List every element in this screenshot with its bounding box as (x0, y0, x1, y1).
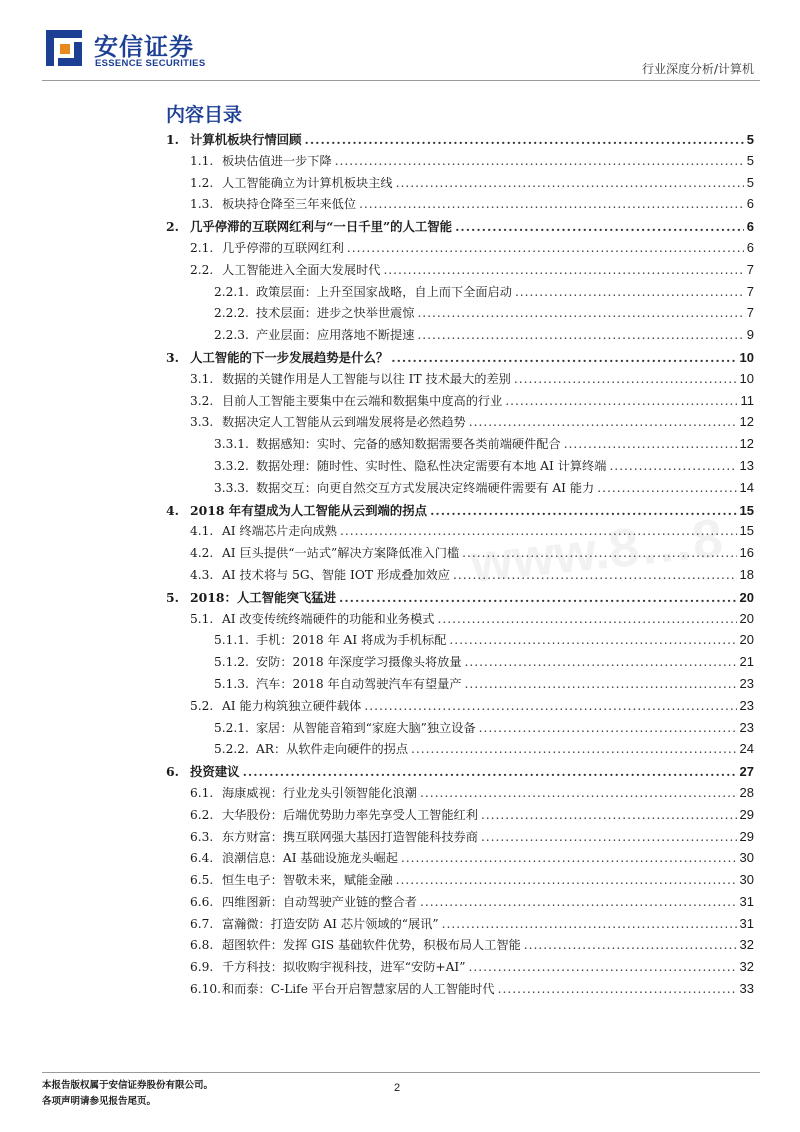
toc-entry-label: 数据的关键作用是人工智能与以往 IT 技术最大的差别 (222, 371, 511, 386)
footer-divider (42, 1072, 760, 1073)
toc-entry[interactable] (166, 239, 754, 261)
toc-entry-page: 15 (739, 523, 754, 539)
footer-notice (42, 1078, 213, 1110)
toc-leader-dots (305, 132, 744, 147)
toc-entry-page: 20 (739, 610, 754, 626)
toc-entry[interactable] (166, 740, 754, 762)
toc-entry-page: 7 (746, 305, 754, 321)
toc-leader-dots (420, 895, 737, 909)
toc-entry-page: 18 (739, 566, 754, 582)
toc-entry-label: 安防：2018 年深度学习摄像头将放量 (256, 655, 462, 670)
toc-leader-dots (401, 851, 737, 865)
toc-leader-dots (420, 786, 737, 800)
toc-entry-label: 数据交互：向更自然交互方式发展决定终端硬件需要有 AI 能力 (256, 480, 595, 495)
toc-entry[interactable] (166, 348, 754, 370)
toc-entry-label: 投资建议 (190, 764, 240, 780)
toc-leader-dots (505, 394, 737, 408)
toc-entry[interactable] (166, 936, 754, 958)
toc-leader-dots (515, 285, 744, 299)
toc-entry[interactable] (166, 762, 754, 784)
toc-entry-number: 5.2. (190, 698, 214, 713)
toc-entry[interactable] (166, 217, 754, 239)
toc-entry-number: 5.2.2. (214, 742, 249, 757)
toc-leader-dots (514, 372, 737, 386)
toc-entry-page: 21 (739, 654, 754, 670)
toc-entry-page: 24 (739, 741, 754, 757)
toc-entry-page: 16 (739, 545, 754, 561)
toc-leader-dots (438, 612, 737, 626)
toc-entry-number: 4. (166, 502, 179, 518)
toc-leader-dots (335, 154, 744, 168)
toc-leader-dots (481, 830, 737, 844)
toc-leader-dots (564, 437, 737, 451)
toc-entry-number: 2.2.2. (214, 306, 249, 321)
toc-entry-page: 12 (739, 436, 754, 452)
toc-entry-page: 29 (739, 828, 754, 844)
toc-entry-page: 29 (739, 806, 754, 822)
toc-entry-label: 数据处理：随时性、实时性、隐私性决定需要有本地 AI 计算终端 (256, 458, 607, 473)
toc-entry-number: 3.3. (190, 415, 214, 430)
toc-entry-label: 恒生电子：智敬未来，赋能金融 (222, 873, 393, 888)
toc-title: 内容目录 (166, 104, 243, 126)
toc-leader-dots (391, 350, 736, 365)
toc-entry[interactable] (166, 326, 754, 348)
toc-entry-number: 6.3. (190, 829, 214, 844)
toc-entry-page: 5 (746, 174, 754, 190)
toc-entry-number: 1.2. (190, 175, 214, 190)
toc-leader-dots (462, 546, 736, 560)
table-of-contents (166, 130, 754, 1002)
toc-entry-number: 3.3.1. (214, 437, 249, 452)
toc-entry[interactable] (166, 544, 754, 566)
toc-entry[interactable] (166, 413, 754, 435)
toc-entry-page: 27 (739, 764, 754, 780)
toc-leader-dots (243, 764, 737, 779)
toc-entry-label: 千方科技：拟收购宇视科技，进军“安防+AI” (222, 960, 466, 975)
toc-entry-number: 5.1.1. (214, 633, 249, 648)
toc-entry-page: 32 (739, 937, 754, 953)
toc-entry-label: 人工智能确立为计算机板块主线 (222, 175, 393, 190)
toc-entry-page: 10 (739, 349, 754, 365)
toc-entry-number: 5.2.1. (214, 720, 249, 735)
toc-leader-dots (396, 873, 737, 887)
toc-entry-label: 几乎停滞的互联网红利 (222, 240, 344, 255)
disclaimer-notice: 各项声明请参见报告尾页。 (42, 1096, 157, 1107)
toc-entry-label: 板块估值进一步下降 (222, 153, 332, 168)
toc-entry-page: 31 (739, 893, 754, 909)
toc-entry[interactable] (166, 283, 754, 305)
toc-entry-label: 计算机板块行情回顾 (190, 132, 302, 147)
toc-entry-label: 政策层面：上升至国家战略，自上而下全面启动 (256, 284, 512, 299)
toc-entry-page: 30 (739, 850, 754, 866)
toc-entry-label: 海康威视：行业龙头引领智能化浪潮 (222, 785, 417, 800)
toc-entry[interactable] (166, 653, 754, 675)
toc-leader-dots (347, 241, 744, 255)
essence-logo-icon (42, 26, 86, 70)
toc-entry-page: 23 (739, 675, 754, 691)
toc-entry-label: 超图软件：发挥 GIS 基础软件优势，积极布局人工智能 (222, 938, 521, 953)
toc-entry-label: 人工智能的下一步发展趋势是什么？ (190, 349, 389, 365)
toc-entry[interactable] (166, 479, 754, 501)
toc-entry-number: 6.1. (190, 785, 214, 800)
toc-entry[interactable] (166, 631, 754, 653)
watermark: www.8…8 (467, 507, 726, 595)
toc-entry-number: 6.6. (190, 894, 214, 909)
toc-entry-page: 32 (739, 959, 754, 975)
toc-leader-dots (442, 917, 737, 931)
toc-leader-dots (417, 306, 743, 320)
toc-entry-page: 31 (739, 915, 754, 931)
toc-entry[interactable] (166, 806, 754, 828)
toc-entry-page: 7 (746, 283, 754, 299)
toc-entry-number: 5.1. (190, 611, 214, 626)
header-divider (42, 80, 760, 81)
toc-leader-dots (383, 263, 743, 277)
toc-leader-dots (498, 982, 737, 996)
toc-entry-number: 6.10. (190, 982, 222, 997)
toc-entry-page: 23 (739, 697, 754, 713)
toc-entry-number: 3.3.2. (214, 458, 249, 473)
toc-entry-label: 数据感知：实时、完备的感知数据需要各类前端硬件配合 (256, 437, 561, 452)
toc-entry-number: 2. (166, 219, 179, 235)
toc-entry-page: 6 (746, 196, 754, 212)
toc-entry[interactable] (166, 435, 754, 457)
toc-entry-page: 13 (739, 457, 754, 473)
toc-leader-dots (455, 219, 744, 234)
toc-entry-page: 12 (739, 414, 754, 430)
toc-entry-number: 5.1.3. (214, 676, 249, 691)
toc-entry-number: 3.1. (190, 371, 214, 386)
toc-entry-number: 5. (166, 589, 179, 605)
toc-entry[interactable] (166, 261, 754, 283)
toc-entry[interactable] (166, 719, 754, 741)
page-number: 2 (394, 1082, 401, 1094)
toc-entry[interactable] (166, 958, 754, 980)
toc-entry[interactable] (166, 588, 754, 610)
toc-entry-label: 浪潮信息：AI 基础设施龙头崛起 (222, 851, 398, 866)
toc-entry-number: 6.7. (190, 916, 214, 931)
toc-entry-number: 4.3. (190, 567, 214, 582)
toc-entry-label: 人工智能进入全面大发展时代 (222, 262, 381, 277)
toc-entry-page: 30 (739, 872, 754, 888)
toc-leader-dots (524, 938, 737, 952)
toc-leader-dots (411, 742, 736, 756)
toc-leader-dots (340, 524, 737, 538)
toc-leader-dots (481, 808, 737, 822)
toc-entry-label: 富瀚微：打造安防 AI 芯片领域的“展讯” (222, 916, 439, 931)
toc-entry[interactable] (166, 828, 754, 850)
toc-entry[interactable] (166, 915, 754, 937)
toc-entry-label: 家居：从智能音箱到“家庭大脑”独立设备 (256, 720, 476, 735)
toc-entry[interactable] (166, 675, 754, 697)
toc-entry-label: AR：从软件走向硬件的拐点 (256, 742, 409, 757)
toc-entry-label: 几乎停滞的互联网红利与“一日千里”的人工智能 (190, 219, 453, 235)
toc-entry-number: 1. (166, 132, 179, 147)
toc-leader-dots (597, 481, 736, 495)
toc-entry-page: 28 (739, 784, 754, 800)
toc-entry-number: 6.9. (190, 960, 214, 975)
toc-entry[interactable] (166, 370, 754, 392)
toc-entry-number: 3.2. (190, 393, 214, 408)
toc-entry-page: 20 (739, 589, 754, 605)
toc-entry[interactable] (166, 697, 754, 719)
toc-entry-number: 6.8. (190, 938, 214, 953)
toc-entry-label: 目前人工智能主要集中在云端和数据集中度高的行业 (222, 393, 503, 408)
toc-entry[interactable] (166, 152, 754, 174)
toc-leader-dots (465, 655, 737, 669)
toc-entry-page: 9 (746, 327, 754, 343)
toc-entry-label: 大华股份：后端优势助力率先享受人工智能红利 (222, 807, 478, 822)
toc-entry[interactable] (166, 304, 754, 326)
toc-entry-label: 和而泰：C-Life 平台开启智慧家居的人工智能时代 (222, 982, 495, 997)
toc-entry-number: 6.4. (190, 851, 214, 866)
toc-entry-number: 1.1. (190, 153, 214, 168)
toc-entry[interactable] (166, 501, 754, 523)
copyright-notice: 本报告版权属于安信证券股份有限公司。 (42, 1080, 214, 1091)
toc-leader-dots (479, 721, 737, 735)
toc-entry-page: 11 (740, 392, 754, 408)
toc-leader-dots (339, 590, 737, 605)
toc-leader-dots (417, 328, 743, 342)
toc-entry-label: 数据决定人工智能从云到端发展将是必然趋势 (222, 415, 466, 430)
toc-entry-page: 20 (739, 632, 754, 648)
toc-entry-number: 4.1. (190, 524, 214, 539)
toc-entry-number: 2.2. (190, 262, 214, 277)
toc-entry-page: 23 (739, 719, 754, 735)
toc-leader-dots (465, 677, 737, 691)
toc-entry-page: 14 (739, 479, 754, 495)
toc-leader-dots (453, 568, 737, 582)
toc-leader-dots (359, 197, 744, 211)
toc-entry-page: 5 (746, 152, 754, 168)
toc-entry[interactable] (166, 784, 754, 806)
toc-entry-label: AI 技术将与 5G、智能 IOT 形成叠加效应 (222, 567, 450, 582)
toc-entry-page: 6 (746, 239, 754, 255)
toc-entry-number: 6.5. (190, 873, 214, 888)
toc-entry-label: AI 巨头提供“一站式”解决方案降低准入门槛 (222, 546, 460, 561)
toc-entry-label: AI 改变传统终端硬件的功能和业务模式 (222, 611, 435, 626)
toc-entry-label: 汽车：2018 年自动驾驶汽车有望量产 (256, 676, 462, 691)
toc-entry-number: 2.2.1. (214, 284, 249, 299)
toc-entry-number: 6.2. (190, 807, 214, 822)
toc-entry[interactable] (166, 392, 754, 414)
toc-entry[interactable] (166, 849, 754, 871)
toc-leader-dots (396, 176, 744, 190)
toc-entry-label: AI 终端芯片走向成熟 (222, 524, 337, 539)
toc-leader-dots (609, 459, 736, 473)
toc-entry-page: 5 (746, 132, 754, 147)
toc-entry-number: 1.3. (190, 197, 214, 212)
company-name-cn: 安信证券 (94, 33, 194, 61)
toc-entry-label: 2018：人工智能突飞猛进 (190, 589, 337, 605)
page-header (0, 0, 800, 80)
toc-entry[interactable] (166, 457, 754, 479)
toc-entry[interactable] (166, 174, 754, 196)
toc-entry-number: 3.3.3. (214, 480, 249, 495)
toc-entry-label: AI 能力构筑独立硬件载体 (222, 698, 362, 713)
toc-leader-dots (430, 503, 736, 518)
toc-entry-label: 东方财富：携互联网强大基因打造智能科技券商 (222, 829, 478, 844)
toc-entry[interactable] (166, 195, 754, 217)
toc-entry-label: 技术层面：进步之快举世震惊 (256, 306, 415, 321)
toc-entry-number: 5.1.2. (214, 655, 249, 670)
toc-leader-dots (449, 633, 736, 647)
toc-entry[interactable] (166, 522, 754, 544)
toc-entry[interactable] (166, 566, 754, 588)
toc-entry[interactable] (166, 610, 754, 632)
toc-entry[interactable] (166, 980, 754, 1002)
company-name-en: ESSENCE SECURITIES (95, 58, 206, 69)
toc-leader-dots (469, 415, 737, 429)
toc-entry-page: 10 (739, 370, 754, 386)
toc-entry-label: 四维图新：自动驾驶产业链的整合者 (222, 894, 417, 909)
document-type: 行业深度分析/计算机 (641, 62, 754, 76)
toc-entry-number: 2.1. (190, 240, 214, 255)
toc-entry-label: 板块持仓降至三年来低位 (222, 197, 357, 212)
toc-entry-number: 4.2. (190, 546, 214, 561)
toc-entry-page: 15 (739, 502, 754, 518)
toc-entry-number: 2.2.3. (214, 328, 249, 343)
toc-entry-label: 产业层面：应用落地不断提速 (256, 328, 415, 343)
toc-entry-label: 手机：2018 年 AI 将成为手机标配 (256, 633, 447, 648)
toc-entry-page: 33 (739, 981, 754, 997)
toc-entry-label: 2018 年有望成为人工智能从云到端的拐点 (190, 502, 428, 518)
toc-entry[interactable] (166, 871, 754, 893)
toc-entry[interactable] (166, 893, 754, 915)
toc-entry-page: 7 (746, 261, 754, 277)
toc-entry-number: 3. (166, 349, 179, 365)
toc-leader-dots (468, 960, 736, 974)
toc-leader-dots (364, 699, 736, 713)
toc-entry-page: 6 (746, 219, 754, 235)
toc-entry-number: 6. (166, 764, 179, 780)
toc-entry[interactable] (166, 130, 754, 152)
